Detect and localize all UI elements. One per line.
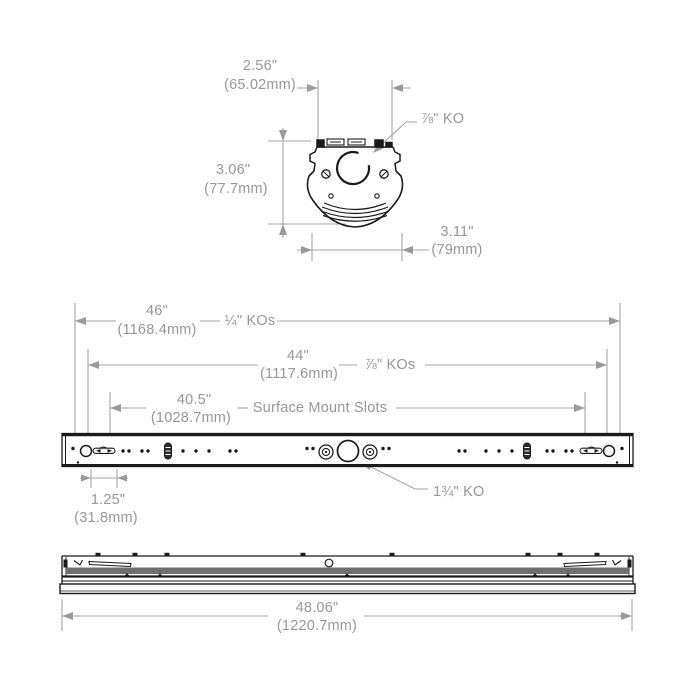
dim-length-value: 48.06" [295, 600, 339, 616]
clip-left [74, 560, 83, 565]
dim-125-mm: (31.8mm) [74, 510, 138, 526]
top-view-fixture [307, 139, 402, 227]
end-slot-right [564, 562, 606, 567]
dim-bottom-width-mm: (79mm) [431, 242, 483, 258]
center-hole [325, 559, 333, 567]
dim-height-mm: (77.7mm) [204, 181, 268, 197]
dim-405-mm: (1028.7mm) [150, 410, 232, 426]
dim-405-value: 40.5" [176, 392, 212, 408]
dim-44-value: 44" [287, 348, 309, 364]
clip-right [613, 560, 622, 565]
dim-length-mm: (1220.7mm) [276, 618, 358, 634]
wiring-slot-right [524, 443, 531, 459]
label-78-kos: ⅞" KOs [364, 357, 416, 373]
dim-bottom-width-value: 3.11" [440, 224, 474, 240]
knockout-circle-78 [337, 152, 369, 184]
label-quarter-kos: ¼" KOs [224, 313, 276, 329]
dim-125-value: 1.25" [90, 492, 126, 508]
wiring-slot-left [165, 443, 172, 459]
label-ko-134: 1¾" KO [433, 484, 485, 500]
end-slot-left [89, 562, 131, 567]
lens [60, 584, 635, 594]
plan-view-fixture [62, 434, 633, 467]
dim-46-mm: (1168.4mm) [117, 322, 197, 338]
label-ko-78-top: ⅞" KO [421, 111, 465, 127]
reflector-band [66, 568, 629, 575]
dim-top-width-value: 2.56" [242, 58, 278, 74]
label-surface-mount-slots: Surface Mount Slots [252, 400, 388, 416]
dim-height-value: 3.06" [215, 162, 251, 178]
dim-46-value: 46" [146, 303, 168, 319]
dim-44-mm: (1117.6mm) [259, 366, 338, 382]
dim-top-width-mm: (65.02mm) [224, 77, 296, 93]
side-view-fixture [60, 553, 635, 594]
